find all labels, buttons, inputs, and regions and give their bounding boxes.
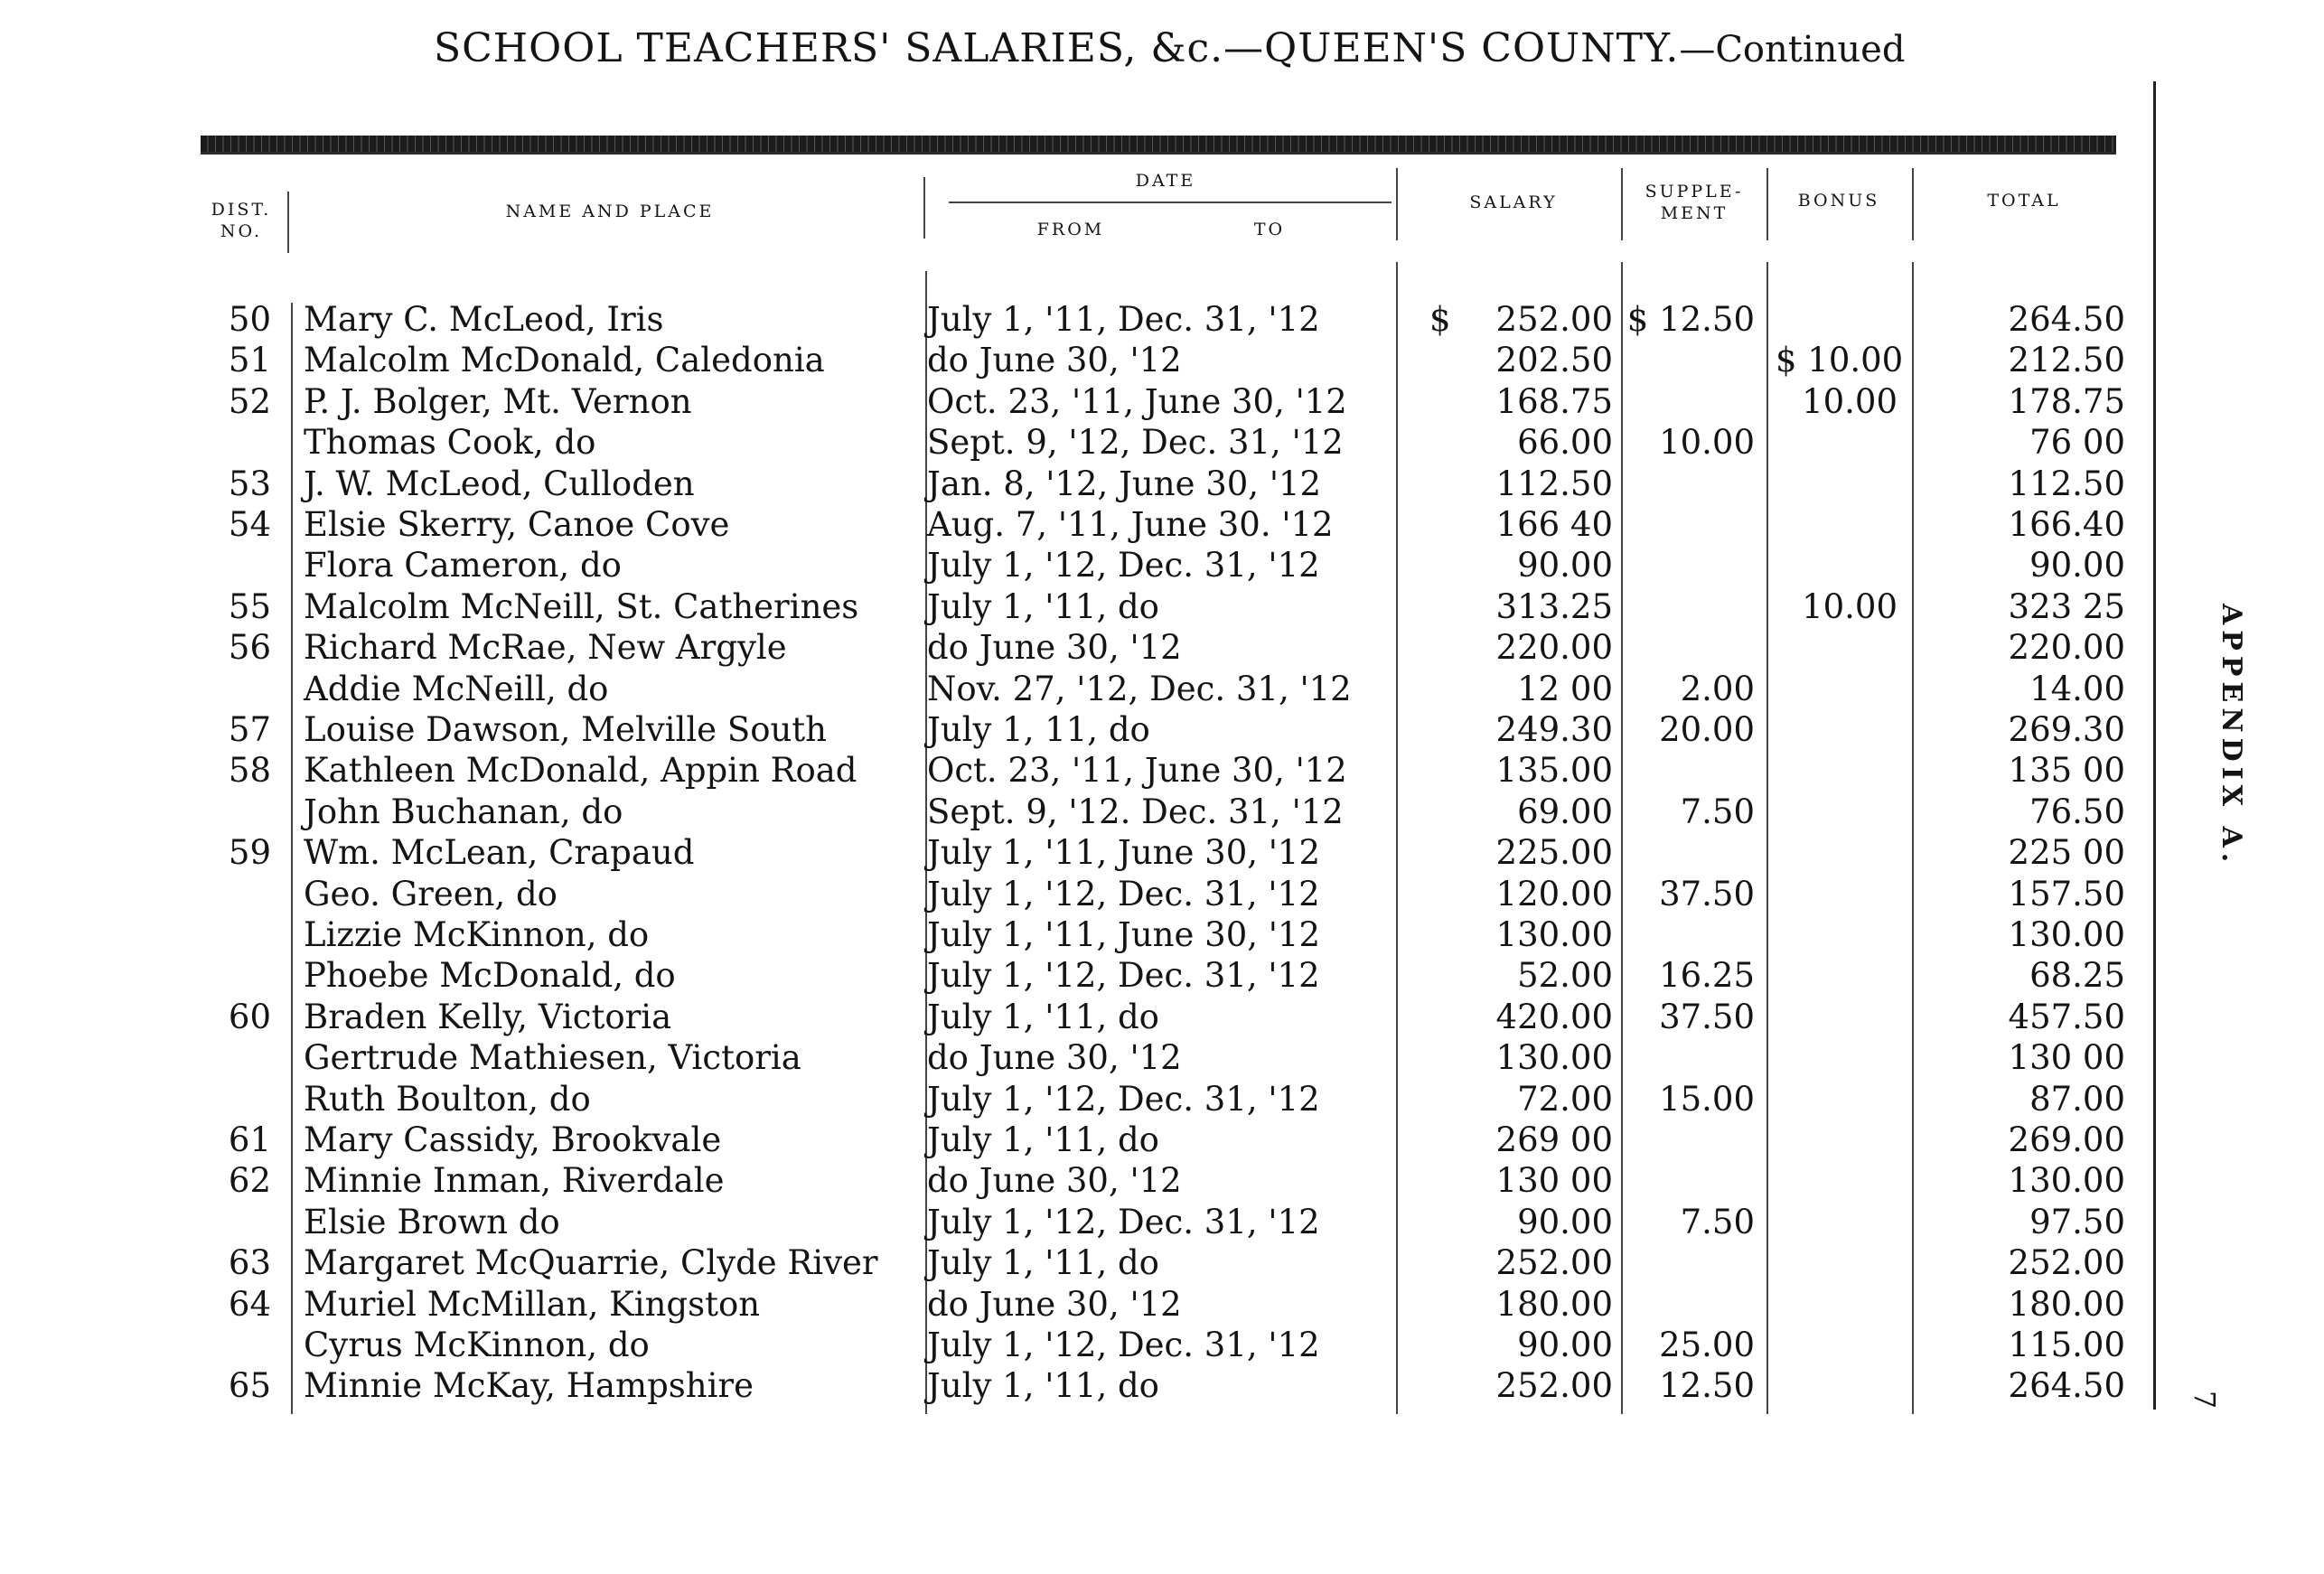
salary-cell: 66.00 — [1517, 423, 1613, 463]
bonus-cell: 10.00 — [1802, 381, 1898, 421]
total-cell: 180.00 — [2008, 1284, 2125, 1324]
total-cell: 90.00 — [2029, 546, 2125, 586]
table-row — [0, 628, 2324, 669]
supplement-cell: 20.00 — [1659, 710, 1755, 749]
name-and-place: John Buchanan, do — [304, 792, 623, 831]
date-range: July 1, '12, Dec. 31, '12 — [927, 1326, 1320, 1364]
date-range: July 1, 11, do — [927, 710, 1150, 749]
date-range: July 1, '12, Dec. 31, '12 — [927, 874, 1320, 913]
header-dist — [201, 199, 282, 242]
supplement-cell: 2.00 — [1680, 669, 1755, 708]
header-sep-name — [923, 177, 925, 239]
dist-no: 55 — [228, 586, 271, 626]
date-range: Oct. 23, '11, June 30, '12 — [927, 751, 1347, 791]
table-row — [0, 1285, 2324, 1326]
salary-cell: 252.00 — [1495, 1243, 1613, 1283]
table-row — [0, 546, 2324, 586]
name-and-place: Braden Kelly, Victoria — [304, 997, 672, 1036]
date-range: July 1, '11, do — [927, 1366, 1159, 1406]
date-range: July 1, '11, June 30, '12 — [927, 915, 1321, 954]
header-from: FROM — [1036, 220, 1105, 239]
dist-no: 63 — [228, 1243, 271, 1283]
name-and-place: Malcolm McDonald, Caledonia — [304, 341, 825, 380]
header-date-underline — [949, 201, 1392, 203]
salary-cell: 52.00 — [1517, 956, 1613, 996]
header-sep-bonus — [1912, 168, 1914, 240]
appendix-label: APPENDIX A. — [2216, 604, 2247, 868]
salary-cell: 180.00 — [1495, 1284, 1613, 1324]
header-date: DATE — [1135, 171, 1196, 191]
supplement-cell: 10.00 — [1659, 423, 1755, 463]
date-range: July 1, '12, Dec. 31, '12 — [927, 956, 1320, 996]
salary-cell: 69.00 — [1517, 792, 1613, 831]
salary-cell: 72.00 — [1517, 1079, 1613, 1119]
salary-cell: 166 40 — [1495, 505, 1613, 544]
total-cell: 87.00 — [2029, 1079, 2125, 1119]
dist-no: 54 — [228, 505, 271, 544]
salary-cell: 168.75 — [1495, 381, 1613, 421]
header-rule — [201, 136, 2116, 152]
name-and-place: Richard McRae, New Argyle — [304, 628, 787, 668]
dist-no: 56 — [228, 628, 271, 668]
salary-cell: 220.00 — [1495, 628, 1613, 668]
table-row — [0, 792, 2324, 833]
header-dist-line1: DIST. — [211, 200, 272, 220]
date-range: July 1, '11, do — [927, 586, 1159, 626]
name-and-place: Addie McNeill, do — [304, 669, 609, 708]
supplement-cell: $ 12.50 — [1626, 300, 1755, 339]
name-and-place: Malcolm McNeill, St. Catherines — [304, 586, 859, 626]
header-bonus: BONUS — [1797, 191, 1880, 211]
table-row — [0, 1038, 2324, 1079]
name-and-place: Geo. Green, do — [304, 874, 558, 913]
total-cell: 97.50 — [2029, 1202, 2125, 1241]
total-cell: 252.00 — [2008, 1243, 2125, 1283]
supplement-cell: 7.50 — [1680, 1202, 1755, 1241]
name-and-place: P. J. Bolger, Mt. Vernon — [304, 381, 692, 421]
table-row — [0, 587, 2324, 628]
supplement-cell: 7.50 — [1680, 792, 1755, 831]
table-row — [0, 1243, 2324, 1284]
name-and-place: Muriel McMillan, Kingston — [304, 1284, 761, 1324]
table-row — [0, 915, 2324, 956]
name-and-place: Cyrus McKinnon, do — [304, 1326, 650, 1364]
supplement-cell: 12.50 — [1659, 1366, 1755, 1406]
name-and-place: Wm. McLean, Crapaud — [304, 833, 695, 873]
date-range: Nov. 27, '12, Dec. 31, '12 — [927, 669, 1352, 708]
table-row — [0, 1366, 2324, 1410]
table-row — [0, 382, 2324, 423]
salary-cell: 130.00 — [1495, 915, 1613, 954]
header-to: TO — [1253, 220, 1286, 239]
name-and-place: Lizzie McKinnon, do — [304, 915, 650, 954]
salary-cell: 90.00 — [1517, 546, 1613, 586]
date-range: July 1, '11, do — [927, 997, 1159, 1036]
header-name: NAME AND PLACE — [505, 201, 715, 221]
date-range: do June 30, '12 — [927, 1038, 1182, 1078]
total-cell: 269.30 — [2008, 710, 2125, 749]
name-and-place: Gertrude Mathiesen, Victoria — [304, 1038, 801, 1078]
table-row — [0, 998, 2324, 1038]
date-range: July 1, '11, June 30, '12 — [927, 833, 1321, 873]
name-and-place: Phoebe McDonald, do — [304, 956, 676, 996]
salary-cell: 120.00 — [1495, 874, 1613, 913]
table-row — [0, 751, 2324, 792]
total-cell: 220.00 — [2008, 628, 2125, 668]
date-range: do June 30, '12 — [927, 628, 1182, 668]
name-and-place: Kathleen McDonald, Appin Road — [304, 751, 857, 791]
total-cell: 130.00 — [2008, 915, 2125, 954]
page-title — [434, 25, 1916, 71]
salary-cell: 225.00 — [1495, 833, 1613, 873]
bonus-cell: 10.00 — [1802, 586, 1898, 626]
total-cell: 212.50 — [2008, 341, 2125, 380]
table-row — [0, 464, 2324, 505]
header-salary: SALARY — [1469, 192, 1558, 212]
page-title-suffix: —Continued — [1679, 29, 1906, 70]
name-and-place: J. W. McLeod, Culloden — [304, 464, 695, 503]
total-cell: 269.00 — [2008, 1120, 2125, 1159]
table-row — [0, 956, 2324, 997]
salary-cell: 90.00 — [1517, 1202, 1613, 1241]
table-row — [0, 300, 2324, 341]
date-range: Aug. 7, '11, June 30. '12 — [927, 505, 1334, 544]
name-and-place: Elsie Brown do — [304, 1202, 560, 1241]
date-range: July 1, '11, Dec. 31, '12 — [927, 300, 1320, 339]
supplement-cell: 25.00 — [1659, 1326, 1755, 1364]
dist-no: 58 — [228, 751, 271, 791]
name-and-place: Minnie McKay, Hampshire — [304, 1366, 754, 1406]
page-title-main: SCHOOL TEACHERS' SALARIES, &c.—QUEEN'S COUNTY. — [434, 25, 1680, 71]
date-range: do June 30, '12 — [927, 1161, 1182, 1201]
total-cell: 264.50 — [2008, 1366, 2125, 1406]
dist-no: 60 — [228, 997, 271, 1036]
salary-cell: 12 00 — [1517, 669, 1613, 708]
table-row — [0, 1326, 2324, 1366]
salary-cell: 112.50 — [1495, 464, 1613, 503]
table-row — [0, 710, 2324, 751]
header-supplement-line1: SUPPLE- — [1645, 182, 1744, 201]
dist-no: 62 — [228, 1161, 271, 1201]
table-row — [0, 670, 2324, 710]
dist-no: 65 — [228, 1366, 271, 1406]
date-range: do June 30, '12 — [927, 1284, 1182, 1324]
name-and-place: Elsie Skerry, Canoe Cove — [304, 505, 730, 544]
total-cell: 115.00 — [2008, 1326, 2125, 1364]
total-cell: 157.50 — [2008, 874, 2125, 913]
supplement-cell: 37.50 — [1659, 874, 1755, 913]
salary-cell: 269 00 — [1495, 1120, 1613, 1159]
header-sep-dist — [287, 192, 289, 253]
salary-cell: 252.00 — [1495, 300, 1613, 339]
header-total: TOTAL — [1987, 191, 2061, 211]
salary-cell: 249.30 — [1495, 710, 1613, 749]
salary-cell: 420.00 — [1495, 997, 1613, 1036]
supplement-cell: 16.25 — [1659, 956, 1755, 996]
total-cell: 323 25 — [2008, 586, 2125, 626]
table-row — [0, 1203, 2324, 1243]
header-supplement — [1626, 181, 1762, 224]
date-range: do June 30, '12 — [927, 341, 1182, 380]
dist-no: 53 — [228, 464, 271, 503]
total-cell: 14.00 — [2029, 669, 2125, 708]
total-cell: 130.00 — [2008, 1161, 2125, 1201]
date-range: Sept. 9, '12. Dec. 31, '12 — [927, 792, 1344, 831]
date-range: July 1, '11, do — [927, 1120, 1159, 1159]
total-cell: 76 00 — [2029, 423, 2125, 463]
header-sep-salary — [1621, 168, 1623, 240]
dist-no: 50 — [228, 300, 271, 339]
total-cell: 457.50 — [2008, 997, 2125, 1036]
name-and-place: Margaret McQuarrie, Clyde River — [304, 1243, 878, 1283]
salary-cell: 252.00 — [1495, 1366, 1613, 1406]
header-sep-supplement — [1766, 168, 1768, 240]
table-row — [0, 1080, 2324, 1120]
name-and-place: Ruth Boulton, do — [304, 1079, 591, 1119]
name-and-place: Flora Cameron, do — [304, 546, 622, 586]
date-range: July 1, '12, Dec. 31, '12 — [927, 1202, 1320, 1241]
dist-no: 52 — [228, 381, 271, 421]
total-cell: 166.40 — [2008, 505, 2125, 544]
total-cell: 130 00 — [2008, 1038, 2125, 1078]
salary-cell: 135.00 — [1495, 751, 1613, 791]
header-dist-line2: NO. — [220, 221, 263, 241]
name-and-place: Mary C. McLeod, Iris — [304, 300, 664, 339]
name-and-place: Minnie Inman, Riverdale — [304, 1161, 725, 1201]
table-row — [0, 423, 2324, 464]
salary-cell: 130 00 — [1495, 1161, 1613, 1201]
salary-cell: 202.50 — [1495, 341, 1613, 380]
date-range: July 1, '12, Dec. 31, '12 — [927, 1079, 1320, 1119]
page-number: 7 — [2188, 1390, 2223, 1410]
date-range: July 1, '12, Dec. 31, '12 — [927, 546, 1320, 586]
total-cell: 178.75 — [2008, 381, 2125, 421]
salary-cell: 130.00 — [1495, 1038, 1613, 1078]
total-cell: 68.25 — [2029, 956, 2125, 996]
name-and-place: Mary Cassidy, Brookvale — [304, 1120, 722, 1159]
table-row — [0, 341, 2324, 381]
dist-no: 64 — [228, 1284, 271, 1324]
total-cell: 112.50 — [2008, 464, 2125, 503]
bonus-cell: $ 10.00 — [1776, 341, 1904, 380]
dollar-sign: $ — [1429, 300, 1451, 339]
total-cell: 135 00 — [2008, 751, 2125, 791]
table-row — [0, 875, 2324, 915]
table-row — [0, 1161, 2324, 1202]
dist-no: 61 — [228, 1120, 271, 1159]
date-range: Sept. 9, '12, Dec. 31, '12 — [927, 423, 1344, 463]
name-and-place: Louise Dawson, Melville South — [304, 710, 827, 749]
salary-cell: 90.00 — [1517, 1326, 1613, 1364]
table-row — [0, 505, 2324, 546]
total-cell: 225 00 — [2008, 833, 2125, 873]
total-cell: 264.50 — [2008, 300, 2125, 339]
table-row — [0, 833, 2324, 874]
date-range: July 1, '11, do — [927, 1243, 1159, 1283]
supplement-cell: 15.00 — [1659, 1079, 1755, 1119]
date-range: Jan. 8, '12, June 30, '12 — [927, 464, 1322, 503]
dist-no: 59 — [228, 833, 271, 873]
dist-no: 57 — [228, 710, 271, 749]
total-cell: 76.50 — [2029, 792, 2125, 831]
supplement-cell: 37.50 — [1659, 997, 1755, 1036]
name-and-place: Thomas Cook, do — [304, 423, 596, 463]
salary-cell: 313.25 — [1495, 586, 1613, 626]
header-supplement-line2: MENT — [1660, 203, 1729, 223]
dist-no: 51 — [228, 341, 271, 380]
date-range: Oct. 23, '11, June 30, '12 — [927, 381, 1347, 421]
header-sep-date — [1396, 168, 1398, 240]
table-row — [0, 1120, 2324, 1161]
